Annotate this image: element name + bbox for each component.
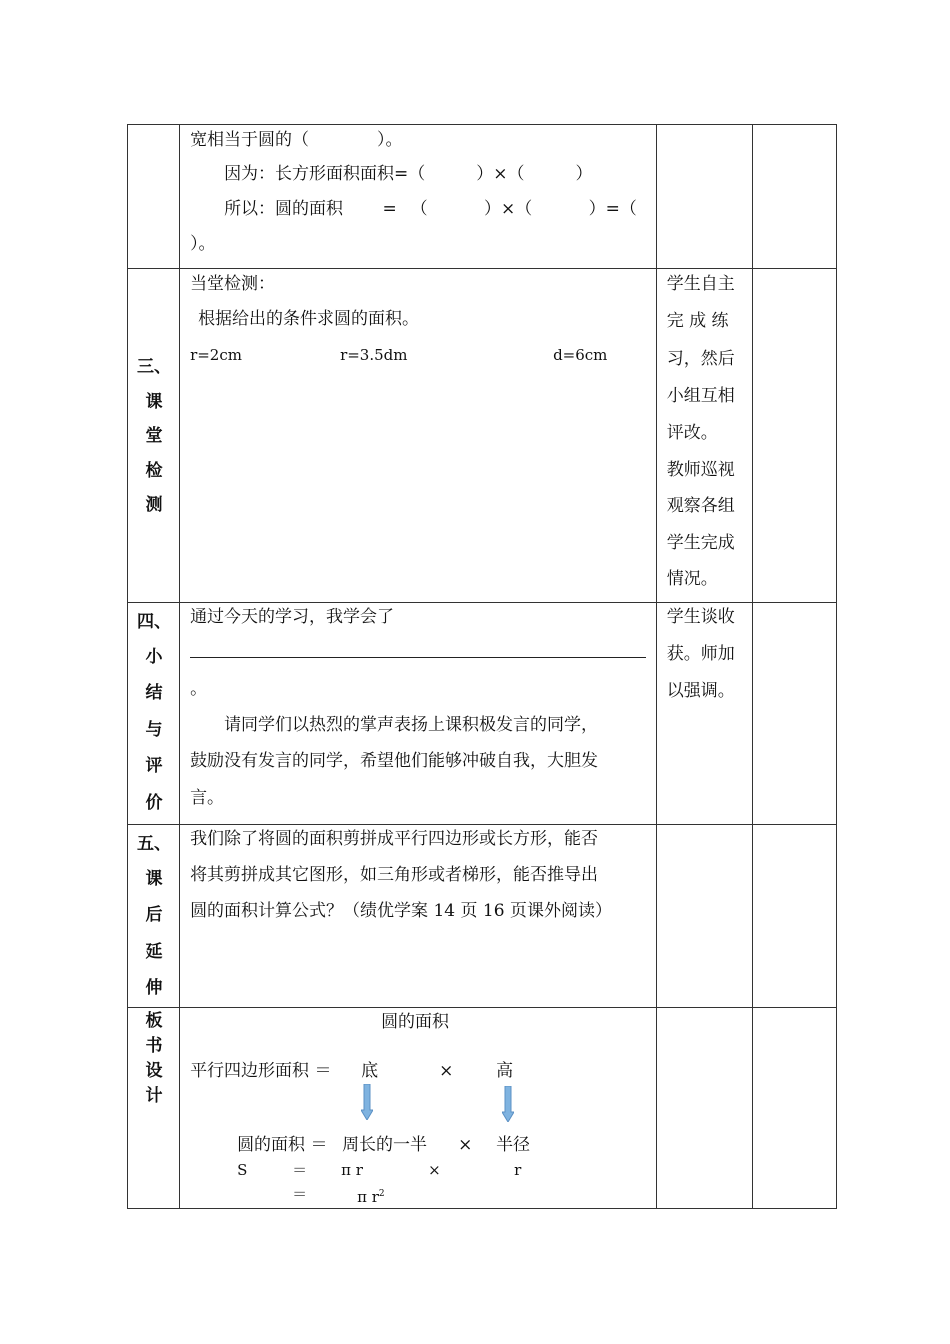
section-char: 课 xyxy=(145,392,163,412)
times-sign: × xyxy=(428,1161,441,1179)
text-line: 所以：圆的面积 = （ ）×（ ）=（ xyxy=(224,199,637,219)
section-char: 后 xyxy=(145,905,163,925)
times-sign: × xyxy=(458,1135,473,1155)
notes-cell xyxy=(752,269,836,603)
pi-r-text: π r xyxy=(357,1188,379,1206)
content-cell xyxy=(180,603,657,825)
equals-sign: ＝ xyxy=(292,1161,308,1179)
section-char: 堂 xyxy=(145,426,163,446)
content-cell xyxy=(180,825,657,1008)
text-line: 通过今天的学习，我学会了 xyxy=(190,607,395,627)
section-cell xyxy=(128,603,180,825)
activity-line: 评改。 xyxy=(666,423,718,443)
row-continuation xyxy=(128,125,837,269)
condition-3: d=6cm xyxy=(553,346,608,364)
text-line: 。 xyxy=(190,679,208,699)
notes-cell xyxy=(752,825,836,1008)
arrow-down-icon xyxy=(361,1084,373,1120)
text-line: 当堂检测： xyxy=(190,274,276,294)
condition-1: r=2cm xyxy=(190,346,242,364)
activity-line: 获。师加 xyxy=(666,644,735,664)
activity-line: 学生谈收 xyxy=(666,607,735,627)
section-char: 计 xyxy=(145,1086,163,1106)
parallelogram-label: 平行四边形面积 ＝ xyxy=(190,1061,332,1081)
base-label: 底 xyxy=(361,1061,379,1081)
notes-cell xyxy=(752,125,836,269)
condition-2: r=3.5dm xyxy=(340,346,408,364)
activity-line: 习，然后 xyxy=(666,349,735,369)
text-line: ）。 xyxy=(190,234,216,254)
section-cell-empty xyxy=(128,125,180,269)
section-char: 伸 xyxy=(145,978,163,998)
activity-cell xyxy=(656,603,752,825)
section-char: 小 xyxy=(145,647,163,667)
activity-line: 情况。 xyxy=(666,569,718,589)
text-line: 鼓励没有发言的同学，希望他们能够冲破自我，大胆发 xyxy=(190,751,599,771)
activity-cell xyxy=(656,125,752,269)
activity-line: 小组互相 xyxy=(666,386,735,406)
exponent: 2 xyxy=(378,1189,385,1199)
r-label: r xyxy=(514,1161,522,1179)
section-char: 结 xyxy=(145,683,163,703)
s-label: S xyxy=(237,1161,248,1179)
section-char: 设 xyxy=(145,1061,163,1081)
equals-sign: ＝ xyxy=(292,1185,308,1203)
row-summary xyxy=(128,603,837,825)
notes-cell xyxy=(752,1008,836,1209)
text-line: 因为：长方形面积面积=（ ）×（ ） xyxy=(224,164,593,184)
section-char: 五、 xyxy=(137,834,171,854)
text-line: 宽相当于圆的（ ）。 xyxy=(190,130,403,150)
section-char: 四、 xyxy=(137,612,171,632)
section-char: 课 xyxy=(145,869,163,889)
activity-line: 完 成 练 xyxy=(666,311,729,331)
section-char: 价 xyxy=(145,793,163,813)
row-extension xyxy=(128,825,837,1008)
row-classroom-check xyxy=(128,269,837,603)
content-cell xyxy=(180,1008,657,1209)
activity-cell xyxy=(656,1008,752,1209)
row-board-design xyxy=(128,1008,837,1209)
activity-cell xyxy=(656,825,752,1008)
circle-area-label: 圆的面积 ＝ xyxy=(237,1135,328,1155)
text-line: 请同学们以热烈的掌声表扬上课积极发言的同学， xyxy=(224,715,599,735)
activity-line: 观察各组 xyxy=(666,496,735,516)
notes-cell xyxy=(752,603,836,825)
section-cell xyxy=(128,1008,180,1209)
text-line: 圆的面积计算公式？（绩优学案 14 页 16 页课外阅读） xyxy=(190,901,612,921)
section-char: 检 xyxy=(145,461,163,481)
section-char: 板 xyxy=(145,1011,163,1031)
text-line: 言。 xyxy=(190,788,225,808)
activity-cell xyxy=(656,269,752,603)
section-char: 评 xyxy=(145,756,163,776)
text-line: 将其剪拼成其它图形，如三角形或者梯形，能否推导出 xyxy=(190,865,599,885)
pi-r-squared-label xyxy=(357,1184,385,1207)
height-label: 高 xyxy=(496,1061,514,1081)
activity-line: 以强调。 xyxy=(666,681,735,701)
activity-line: 学生完成 xyxy=(666,533,735,553)
activity-line: 教师巡视 xyxy=(666,460,735,480)
section-char: 与 xyxy=(145,720,163,740)
text-line: 我们除了将圆的面积剪拼成平行四边形或长方形，能否 xyxy=(190,829,599,849)
times-sign: × xyxy=(439,1061,454,1081)
section-char: 三、 xyxy=(137,357,171,377)
text-line: 根据给出的条件求圆的面积。 xyxy=(198,309,420,329)
answer-blank-line xyxy=(190,657,646,658)
content-cell xyxy=(180,125,657,269)
arrow-down-icon xyxy=(502,1086,514,1122)
section-char: 延 xyxy=(145,942,163,962)
section-cell xyxy=(128,825,180,1008)
section-char: 测 xyxy=(145,495,163,515)
board-title: 圆的面积 xyxy=(381,1012,450,1032)
half-circumference-label: 周长的一半 xyxy=(342,1135,428,1155)
content-cell xyxy=(180,269,657,603)
pi-r-label: π r xyxy=(341,1161,363,1179)
activity-line: 学生自主 xyxy=(666,274,735,294)
section-cell xyxy=(128,269,180,603)
lesson-plan-table xyxy=(127,124,837,1209)
radius-label: 半径 xyxy=(496,1135,531,1155)
section-char: 书 xyxy=(145,1036,163,1056)
